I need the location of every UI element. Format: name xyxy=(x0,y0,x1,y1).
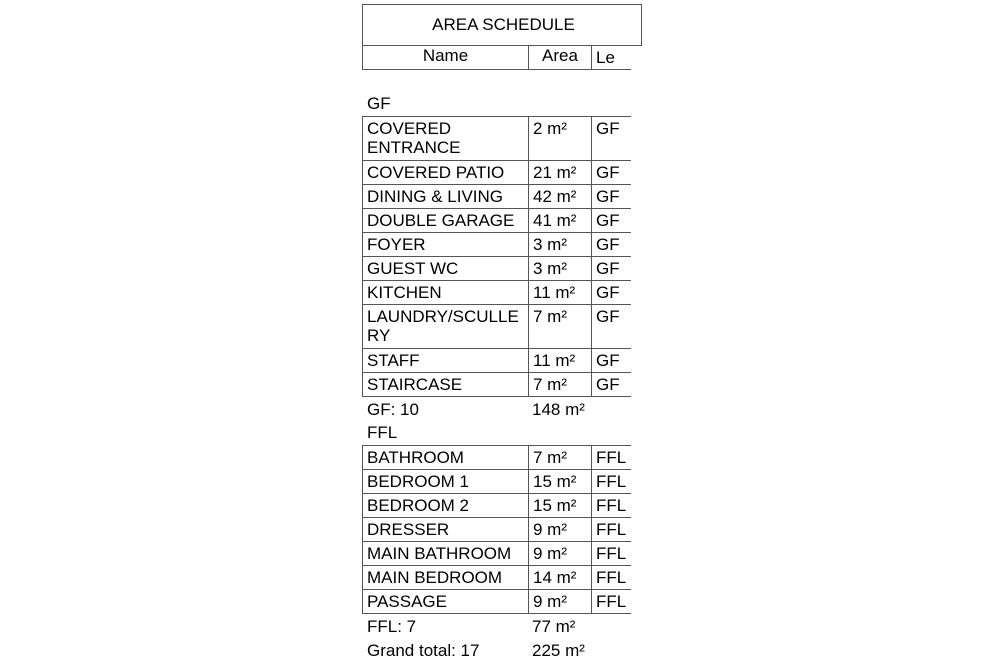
area-schedule-table xyxy=(362,4,627,664)
room-name-cell: STAIRCASE xyxy=(362,372,529,397)
room-area-cell: 9 m² xyxy=(528,589,592,614)
room-level-cell: FFL xyxy=(591,589,631,614)
room-name-cell: DOUBLE GARAGE xyxy=(362,208,529,233)
room-level-cell: GF xyxy=(591,372,631,397)
room-area-cell: 7 m² xyxy=(528,372,592,397)
room-area-cell: 3 m² xyxy=(528,232,592,257)
room-area-cell: 21 m² xyxy=(528,160,592,185)
room-area-cell: 3 m² xyxy=(528,256,592,281)
room-level-cell: FFL xyxy=(591,541,631,566)
room-name-cell: MAIN BATHROOM xyxy=(362,541,529,566)
room-area-cell: 9 m² xyxy=(528,541,592,566)
grand-total-label: Grand total: 17 xyxy=(367,641,480,660)
room-name-cell: GUEST WC xyxy=(362,256,529,281)
room-area-cell: 14 m² xyxy=(528,565,592,590)
column-header-area: Area xyxy=(528,45,592,70)
room-area-cell: 15 m² xyxy=(528,469,592,494)
schedule-title: AREA SCHEDULE xyxy=(432,15,575,34)
room-area-cell: 11 m² xyxy=(528,280,592,305)
room-area-cell: 15 m² xyxy=(528,493,592,518)
room-name-cell: BATHROOM xyxy=(362,445,529,470)
group-subtotal-label: GF: 10 xyxy=(367,400,419,419)
room-name-cell: STAFF xyxy=(362,348,529,373)
room-level-cell: GF xyxy=(591,232,631,257)
room-name-cell: MAIN BEDROOM xyxy=(362,565,529,590)
room-area-cell: 41 m² xyxy=(528,208,592,233)
room-name-cell: LAUNDRY/SCULLE RY xyxy=(362,304,529,349)
group-subtotal-area: 148 m² xyxy=(532,400,585,419)
room-area-cell: 2 m² xyxy=(528,116,592,161)
group-subtotal-area: 77 m² xyxy=(532,617,576,636)
room-name-cell: FOYER xyxy=(362,232,529,257)
room-level-cell: FFL xyxy=(591,469,631,494)
room-level-cell: GF xyxy=(591,116,631,161)
room-level-cell: FFL xyxy=(591,445,631,470)
room-level-cell: GF xyxy=(591,304,631,349)
room-area-cell: 11 m² xyxy=(528,348,592,373)
room-name-cell: BEDROOM 2 xyxy=(362,493,529,518)
room-area-cell: 42 m² xyxy=(528,184,592,209)
room-level-cell: FFL xyxy=(591,493,631,518)
room-name-cell: PASSAGE xyxy=(362,589,529,614)
column-header-name: Name xyxy=(362,45,529,70)
room-name-cell: BEDROOM 1 xyxy=(362,469,529,494)
room-level-cell: FFL xyxy=(591,517,631,542)
room-name-cell: COVERED PATIO xyxy=(362,160,529,185)
room-name-cell: DINING & LIVING xyxy=(362,184,529,209)
column-header-level: Le xyxy=(591,45,631,70)
group-heading: FFL xyxy=(367,423,398,442)
schedule-title-box xyxy=(362,4,642,46)
room-level-cell: FFL xyxy=(591,565,631,590)
room-name-cell: DRESSER xyxy=(362,517,529,542)
room-name-cell: KITCHEN xyxy=(362,280,529,305)
room-level-cell: GF xyxy=(591,184,631,209)
room-level-cell: GF xyxy=(591,208,631,233)
room-level-cell: GF xyxy=(591,256,631,281)
room-level-cell: GF xyxy=(591,280,631,305)
group-heading: GF xyxy=(367,94,391,113)
room-area-cell: 9 m² xyxy=(528,517,592,542)
room-level-cell: GF xyxy=(591,160,631,185)
room-name-cell: COVERED ENTRANCE xyxy=(362,116,529,161)
room-level-cell: GF xyxy=(591,348,631,373)
group-subtotal-label: FFL: 7 xyxy=(367,617,417,636)
room-area-cell: 7 m² xyxy=(528,304,592,349)
room-area-cell: 7 m² xyxy=(528,445,592,470)
grand-total-area: 225 m² xyxy=(532,641,585,660)
